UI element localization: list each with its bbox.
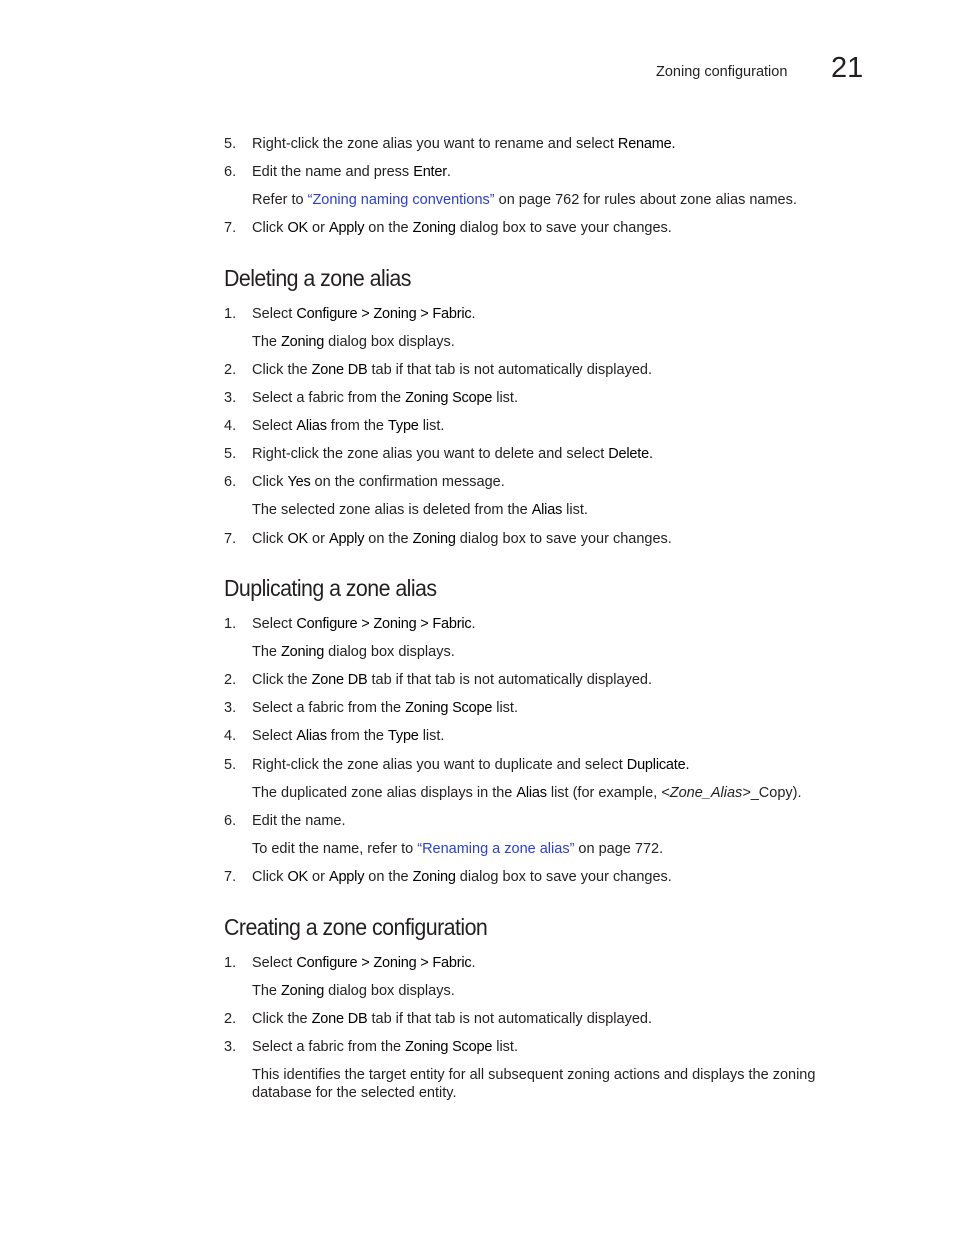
- text: Select: [252, 728, 297, 744]
- ui-term: Apply: [328, 220, 365, 236]
- text: dialog box displays.: [324, 644, 455, 660]
- ui-term: Zone DB: [311, 362, 368, 378]
- step-text: [252, 615, 842, 633]
- text: on the: [364, 220, 413, 236]
- text: tab if that tab is not automatically displayed.: [367, 672, 652, 688]
- text: Select: [252, 306, 297, 322]
- step-text: [252, 868, 842, 886]
- text: Click the: [252, 1011, 312, 1027]
- step-number: 5.: [224, 136, 237, 152]
- ui-term: Zoning: [281, 334, 325, 350]
- text: Select a fabric from the: [252, 700, 406, 716]
- text: tab if that tab is not automatically displayed.: [367, 362, 652, 378]
- text: list.: [418, 418, 445, 434]
- section-heading-creating: Creating a zone configuration: [224, 914, 488, 940]
- step-number: 2.: [224, 362, 237, 378]
- text: dialog box to save your changes.: [455, 531, 672, 547]
- text: Click: [252, 474, 288, 490]
- ui-term: Type: [388, 418, 419, 434]
- text: Click: [252, 531, 288, 547]
- ui-term: Configure > Zoning > Fabric: [296, 955, 472, 971]
- step-text: [252, 727, 842, 745]
- step-number: 4.: [224, 418, 237, 434]
- ui-term: Zoning Scope: [405, 700, 493, 716]
- ui-term: Apply: [328, 869, 365, 885]
- text: Right-click the zone alias you want to duplicate and select: [252, 757, 627, 773]
- step-note: [252, 840, 842, 858]
- chapter-number: 21: [831, 52, 864, 84]
- step-number: 6.: [224, 164, 237, 180]
- text: or: [308, 220, 329, 236]
- ui-term: OK: [287, 869, 309, 885]
- ui-term: Zone DB: [311, 1011, 368, 1027]
- step-number: 7.: [224, 531, 237, 547]
- ui-term: Alias: [296, 728, 327, 744]
- step-text: [252, 473, 842, 491]
- step-note: [252, 784, 842, 802]
- text: Select a fabric from the: [252, 1039, 406, 1055]
- text: The: [252, 644, 282, 660]
- text: dialog box to save your changes.: [455, 869, 672, 885]
- step-number: 6.: [224, 474, 237, 490]
- ui-term: Duplicate.: [626, 757, 690, 773]
- ui-term: Zoning: [412, 869, 456, 885]
- ui-term: Alias: [296, 418, 327, 434]
- text: on page 762 for rules about zone alias names.: [494, 192, 797, 208]
- step-number: 3.: [224, 700, 237, 716]
- text: on page 772.: [574, 841, 664, 857]
- ui-term: Alias: [516, 785, 547, 801]
- ui-term: Apply: [328, 531, 365, 547]
- step-text: [252, 1010, 842, 1028]
- ui-term: Alias: [531, 502, 563, 518]
- ui-term: Enter: [413, 164, 447, 180]
- text: The duplicated zone alias displays in the: [252, 785, 517, 801]
- text: on the: [364, 869, 413, 885]
- step-text: [252, 417, 842, 435]
- step-text: [252, 389, 842, 407]
- ui-term: Configure > Zoning > Fabric: [296, 306, 472, 322]
- text: Select: [252, 418, 297, 434]
- step-number: 3.: [224, 390, 237, 406]
- ui-term: Zoning Scope: [405, 390, 493, 406]
- text: Select: [252, 616, 297, 632]
- step-note: This identifies the target entity for all subsequent zoning actions and displays the zoning database for the selected entity.: [252, 1067, 816, 1101]
- text: dialog box to save your changes.: [455, 220, 672, 236]
- text: list.: [492, 390, 518, 406]
- ui-term: OK: [287, 220, 309, 236]
- text: dialog box displays.: [324, 334, 455, 350]
- text: Click the: [252, 672, 312, 688]
- step-text: [252, 756, 842, 774]
- text: list (for example,: [546, 785, 662, 801]
- text: list.: [418, 728, 445, 744]
- section-heading-deleting: Deleting a zone alias: [224, 265, 411, 291]
- step-number: 3.: [224, 1039, 237, 1055]
- text: _Copy).: [750, 785, 802, 801]
- running-header-title: Zoning configuration: [656, 64, 788, 80]
- cross-reference-link[interactable]: “Zoning naming conventions”: [307, 192, 495, 208]
- step-text: [252, 361, 842, 379]
- text: .: [471, 306, 476, 322]
- step-text: [252, 219, 842, 237]
- ui-term: Rename.: [617, 136, 676, 152]
- step-text: [252, 163, 842, 181]
- step-number: 2.: [224, 672, 237, 688]
- text: Right-click the zone alias you want to delete and select: [252, 446, 609, 462]
- ui-term: Zoning: [281, 983, 325, 999]
- text: tab if that tab is not automatically displayed.: [367, 1011, 652, 1027]
- text: Click the: [252, 362, 312, 378]
- ui-term: Zoning Scope: [405, 1039, 493, 1055]
- ui-term: Configure > Zoning > Fabric: [296, 616, 472, 632]
- step-text: [252, 305, 842, 323]
- section-heading-duplicating: Duplicating a zone alias: [224, 575, 437, 601]
- ui-term: Zoning: [412, 531, 456, 547]
- text: list.: [492, 700, 518, 716]
- text: .: [471, 616, 476, 632]
- step-note: [252, 333, 842, 351]
- ui-term: Delete.: [608, 446, 653, 462]
- text: dialog box displays.: [324, 983, 455, 999]
- step-text: [252, 445, 842, 463]
- step-number: 6.: [224, 813, 237, 829]
- step-note: [252, 982, 842, 1000]
- ui-term: Zoning: [281, 644, 325, 660]
- text: on the confirmation message.: [310, 474, 505, 490]
- step-number: 5.: [224, 446, 237, 462]
- ui-term: OK: [287, 531, 309, 547]
- step-text: [252, 1038, 842, 1056]
- text: To edit the name, refer to: [252, 841, 418, 857]
- step-text: [252, 699, 842, 717]
- step-number: 7.: [224, 869, 237, 885]
- step-number: 2.: [224, 1011, 237, 1027]
- ui-term: Yes: [287, 474, 311, 490]
- text: Click: [252, 869, 288, 885]
- text: or: [308, 869, 329, 885]
- text: .: [471, 955, 476, 971]
- text: The selected zone alias is deleted from the: [252, 502, 532, 518]
- text: from the: [326, 418, 389, 434]
- step-text: [252, 530, 842, 548]
- text: Select a fabric from the: [252, 390, 406, 406]
- text: .: [446, 164, 451, 180]
- step-text: [252, 135, 842, 153]
- text: from the: [326, 728, 389, 744]
- step-text: Edit the name.: [252, 813, 346, 829]
- text: Edit the name and press: [252, 164, 414, 180]
- text: Click: [252, 220, 288, 236]
- step-note: [252, 191, 842, 209]
- text: Refer to: [252, 192, 308, 208]
- text: The: [252, 334, 282, 350]
- step-number: 1.: [224, 306, 237, 322]
- step-number: 1.: [224, 955, 237, 971]
- text: list.: [562, 502, 588, 518]
- step-note: [252, 643, 842, 661]
- step-number: 7.: [224, 220, 237, 236]
- step-text: [252, 954, 842, 972]
- placeholder-term: <Zone_Alias>: [661, 785, 751, 801]
- text: on the: [364, 531, 413, 547]
- cross-reference-link[interactable]: “Renaming a zone alias”: [417, 841, 575, 857]
- step-number: 4.: [224, 728, 237, 744]
- ui-term: Type: [388, 728, 419, 744]
- step-number: 1.: [224, 616, 237, 632]
- text: Right-click the zone alias you want to rename and select: [252, 136, 618, 152]
- step-text: [252, 671, 842, 689]
- text: list.: [492, 1039, 518, 1055]
- ui-term: Zone DB: [311, 672, 368, 688]
- ui-term: Zoning: [412, 220, 456, 236]
- step-note: [252, 501, 842, 519]
- text: Select: [252, 955, 297, 971]
- text: The: [252, 983, 282, 999]
- step-number: 5.: [224, 757, 237, 773]
- text: or: [308, 531, 329, 547]
